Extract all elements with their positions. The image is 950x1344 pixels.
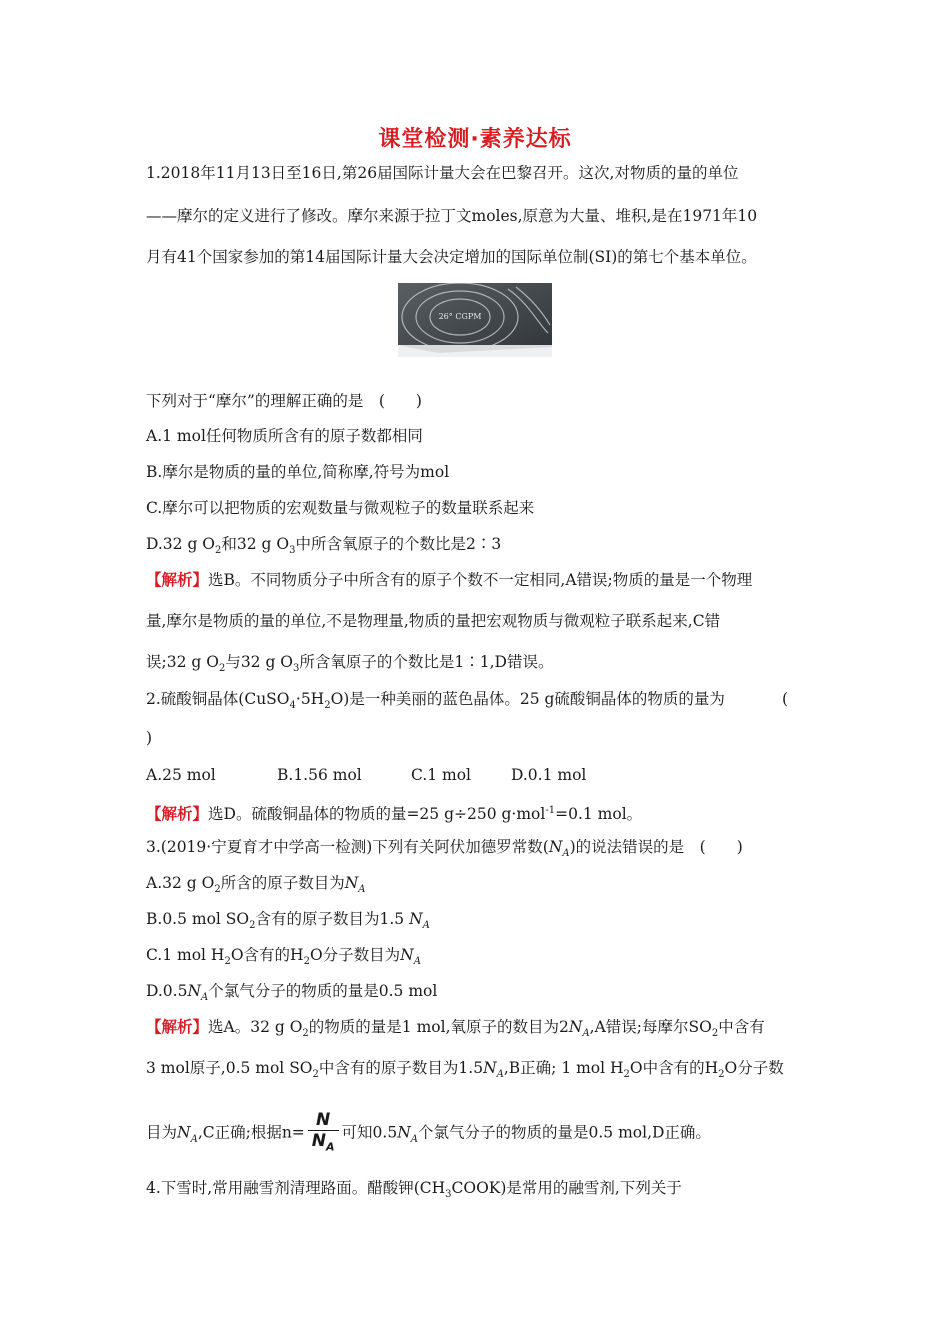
analysis-tag: 【解析】 [146, 1017, 209, 1036]
q2-stem: 2.硫酸铜晶体$(CuSO_4\cdot 5H_2O)$是一种美丽的蓝色晶体。25 g硫酸铜晶体的物质的量为 [146, 690, 725, 712]
q1-stem: 下列对于“摩尔”的理解正确的是 ( ) [146, 392, 422, 410]
n-over-na-fraction: $\frac{N}{N_A}$ [308, 1110, 339, 1157]
q2-paren-close: ) [146, 729, 153, 747]
analysis-tag: 【解析】 [146, 570, 209, 589]
photo-caption: 26° CGPM [438, 312, 482, 321]
q2-option-a: A.25 mol [146, 766, 216, 784]
q1-option-b: B.摩尔是物质的量的单位,简称摩,符号为mol [146, 463, 450, 481]
q1-option-a: A.1 mol任何物质所含有的原子数都相同 [146, 427, 423, 445]
q4-stem: 4.下雪时,常用融雪剂清理路面。醋酸钾$(CH_3COOK)$是常用的融雪剂,下列关于 [146, 1179, 682, 1201]
q2-option-c: C.1 mol [411, 766, 472, 784]
q3-option-c: C.1 mol $H_2O$含有的$H_2O$分子数目为$N_A$ [146, 946, 421, 968]
q3-analysis-line-2: 3 mol原子,0.5 mol $SO_2$中含有的原子数目为$1.5N_A,B$正确; 1 mol $H_2O$中含有的$H_2O$分子数 [146, 1059, 784, 1081]
q1-line-1: 1.2018年11月13日至16日,第26届国际计量大会在巴黎召开。这次,对物质的量的单位 [146, 164, 739, 182]
q1-line-2: ——摩尔的定义进行了修改。摩尔来源于拉丁文moles,原意为大量、堆积,是在1971年10 [146, 207, 758, 225]
q3-option-b: B.0.5 mol $SO_2$含有的原子数目为1.5 $N_A$ [146, 910, 430, 932]
q1-analysis-line-2: 量,摩尔是物质的量的单位,不是物理量,物质的量把宏观物质与微观粒子联系起来,C错 [146, 612, 721, 630]
q3-stem: 3.(2019·宁夏育才中学高一检测)下列有关阿伏加德罗常数$(N_A)$的说法错误的是 ( ) [146, 838, 743, 860]
q2-option-d: D.0.1 mol [511, 766, 587, 784]
q3-option-a: A.32 g $O_2$所含的原子数目为$N_A$ [146, 874, 366, 896]
q1-analysis-line-3: 误;32 g $O_2$与32 g $O_3$所含氧原子的个数比是1∶1,D错误。 [146, 653, 554, 675]
q2-option-b: B.1.56 mol [277, 766, 362, 784]
cgpm-photo [398, 283, 552, 357]
q3-option-d: $D.0.5N_A$个氯气分子的物质的量是0.5 mol [146, 982, 438, 1004]
q2-paren-open: ( [782, 690, 789, 708]
q1-analysis-line-1: 【解析】选B。不同物质分子中所含有的原子个数不一定相同,A错误;物质的量是一个物理 [146, 570, 753, 589]
analysis-tag: 【解析】 [146, 804, 209, 824]
q3-analysis-line-1: 【解析】选A。32 g $O_2$的物质的量是1 mol,氧原子的数目为$2N_A,A$错误;每摩尔$SO_2$中含有 [146, 1017, 765, 1040]
q1-option-d: D.32 g $O_2$和32 g $O_3$中所含氧原子的个数比是2∶3 [146, 535, 502, 557]
q1-option-c: C.摩尔可以把物质的宏观数量与微观粒子的数量联系起来 [146, 499, 535, 517]
page-title: 课堂检测·素养达标 [378, 127, 572, 152]
q2-analysis: 【解析】选D。硫酸铜晶体的物质的量=25 g÷250 g·mol$^{-1}$=0.1 mol。 [146, 804, 643, 824]
q3-analysis-line-3: 目为$N_A,C$正确;根据n= $\frac{N}{N_A}$ 可知$0.5N_A$个氯气分子的物质的量是0.5 mol,D正确。 [146, 1110, 711, 1157]
q1-line-3: 月有41个国家参加的第14届国际计量大会决定增加的国际单位制(SI)的第七个基本单位。 [146, 248, 757, 266]
